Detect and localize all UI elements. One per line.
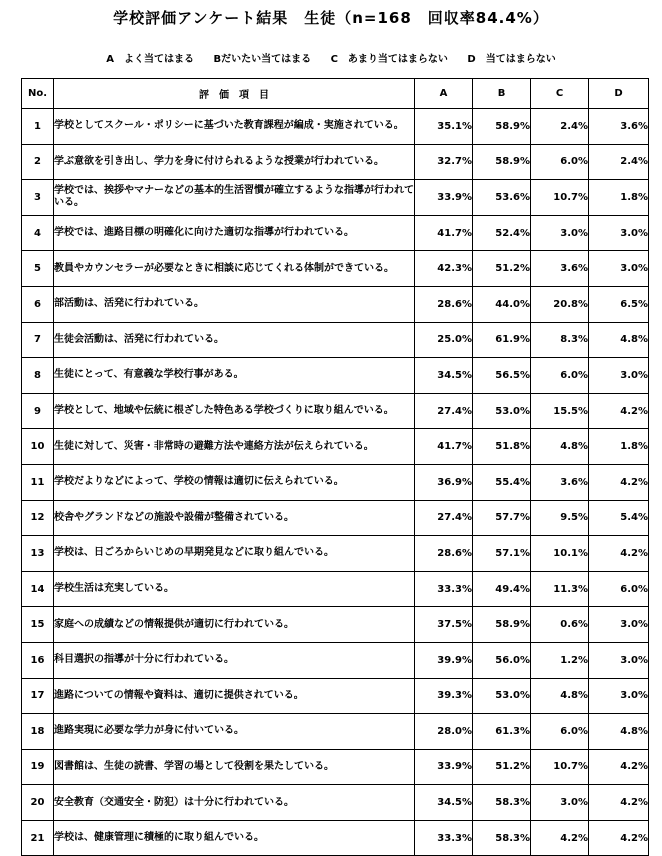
value-a: 39.9%: [415, 642, 473, 678]
value-b: 56.0%: [473, 642, 531, 678]
header-a: A: [415, 79, 473, 109]
value-b: 57.7%: [473, 500, 531, 536]
row-number: 7: [22, 322, 54, 358]
value-c: 9.5%: [531, 500, 589, 536]
value-b: 55.4%: [473, 464, 531, 500]
legend-c: C あまり当てはまらない: [330, 54, 448, 65]
value-a: 35.1%: [415, 109, 473, 145]
evaluation-item: 学校は、健康管理に積極的に取り組んでいる。: [54, 820, 415, 856]
value-d: 4.2%: [589, 820, 649, 856]
value-d: 3.0%: [589, 642, 649, 678]
table-row: [22, 607, 649, 643]
legend-a: A よく当てはまる: [106, 54, 194, 65]
value-d: 5.4%: [589, 500, 649, 536]
value-c: 2.4%: [531, 109, 589, 145]
table-row: [22, 358, 649, 394]
value-b: 61.3%: [473, 714, 531, 750]
table-row: [22, 393, 649, 429]
value-c: 11.3%: [531, 571, 589, 607]
table-row: [22, 820, 649, 856]
value-c: 10.7%: [531, 180, 589, 216]
value-d: 1.8%: [589, 429, 649, 465]
table-row: [22, 714, 649, 750]
row-number: 11: [22, 464, 54, 500]
value-d: 4.8%: [589, 322, 649, 358]
page-title: 学校評価アンケート結果 生徒（n=168 回収率84.4%）: [113, 9, 549, 27]
evaluation-item: 安全教育（交通安全・防犯）は十分に行われている。: [54, 785, 415, 821]
evaluation-item: 家庭への成績などの情報提供が適切に行われている。: [54, 607, 415, 643]
value-a: 41.7%: [415, 215, 473, 251]
value-a: 28.6%: [415, 286, 473, 322]
value-b: 57.1%: [473, 536, 531, 572]
value-b: 58.9%: [473, 607, 531, 643]
value-b: 58.3%: [473, 820, 531, 856]
row-number: 5: [22, 251, 54, 287]
value-c: 1.2%: [531, 642, 589, 678]
value-a: 28.0%: [415, 714, 473, 750]
row-number: 20: [22, 785, 54, 821]
row-number: 14: [22, 571, 54, 607]
value-b: 58.3%: [473, 785, 531, 821]
value-a: 25.0%: [415, 322, 473, 358]
value-d: 4.2%: [589, 464, 649, 500]
row-number: 16: [22, 642, 54, 678]
legend-b: Bだいたい当てはまる: [213, 54, 312, 65]
value-b: 51.8%: [473, 429, 531, 465]
answer-legend: [0, 50, 662, 65]
table-row: [22, 678, 649, 714]
table-row: [22, 215, 649, 251]
header-b: B: [473, 79, 531, 109]
header-no: No.: [22, 79, 54, 109]
row-number: 9: [22, 393, 54, 429]
results-table: [21, 78, 649, 856]
row-number: 18: [22, 714, 54, 750]
evaluation-item: 校舎やグランドなどの施設や設備が整備されている。: [54, 500, 415, 536]
value-a: 34.5%: [415, 785, 473, 821]
row-number: 19: [22, 749, 54, 785]
evaluation-item: 進路実現に必要な学力が身に付いている。: [54, 714, 415, 750]
row-number: 12: [22, 500, 54, 536]
value-d: 3.6%: [589, 109, 649, 145]
row-number: 21: [22, 820, 54, 856]
value-d: 6.0%: [589, 571, 649, 607]
value-a: 32.7%: [415, 144, 473, 180]
value-d: 2.4%: [589, 144, 649, 180]
value-c: 10.7%: [531, 749, 589, 785]
value-c: 3.6%: [531, 251, 589, 287]
value-c: 6.0%: [531, 358, 589, 394]
row-number: 15: [22, 607, 54, 643]
value-c: 3.6%: [531, 464, 589, 500]
row-number: 1: [22, 109, 54, 145]
evaluation-item: 学校として、地域や伝統に根ざした特色ある学校づくりに取り組んでいる。: [54, 393, 415, 429]
row-number: 13: [22, 536, 54, 572]
value-c: 6.0%: [531, 714, 589, 750]
value-d: 4.2%: [589, 749, 649, 785]
value-d: 4.2%: [589, 536, 649, 572]
value-d: 4.2%: [589, 393, 649, 429]
value-b: 53.6%: [473, 180, 531, 216]
table-row: [22, 109, 649, 145]
value-d: 3.0%: [589, 358, 649, 394]
header-d: D: [589, 79, 649, 109]
row-number: 2: [22, 144, 54, 180]
value-c: 15.5%: [531, 393, 589, 429]
value-a: 33.9%: [415, 180, 473, 216]
value-d: 4.8%: [589, 714, 649, 750]
value-c: 3.0%: [531, 215, 589, 251]
value-b: 61.9%: [473, 322, 531, 358]
value-b: 51.2%: [473, 251, 531, 287]
evaluation-item: 科目選択の指導が十分に行われている。: [54, 642, 415, 678]
value-a: 34.5%: [415, 358, 473, 394]
value-d: 4.2%: [589, 785, 649, 821]
value-c: 3.0%: [531, 785, 589, 821]
row-number: 10: [22, 429, 54, 465]
value-c: 4.8%: [531, 429, 589, 465]
table-header-row: [22, 79, 649, 109]
legend-d: D 当てはまらない: [467, 54, 556, 65]
row-number: 8: [22, 358, 54, 394]
row-number: 3: [22, 180, 54, 216]
header-c: C: [531, 79, 589, 109]
row-number: 17: [22, 678, 54, 714]
row-number: 6: [22, 286, 54, 322]
value-b: 52.4%: [473, 215, 531, 251]
evaluation-item: 生徒に対して、災害・非常時の避難方法や連絡方法が伝えられている。: [54, 429, 415, 465]
evaluation-item: 学校だよりなどによって、学校の情報は適切に伝えられている。: [54, 464, 415, 500]
header-item: 評 価 項 目: [54, 79, 415, 109]
value-a: 42.3%: [415, 251, 473, 287]
table-row: [22, 642, 649, 678]
value-b: 51.2%: [473, 749, 531, 785]
value-d: 3.0%: [589, 607, 649, 643]
value-a: 39.3%: [415, 678, 473, 714]
value-b: 53.0%: [473, 393, 531, 429]
evaluation-item: 学校としてスクール・ポリシーに基づいた教育課程が編成・実施されている。: [54, 109, 415, 145]
value-a: 27.4%: [415, 393, 473, 429]
value-c: 6.0%: [531, 144, 589, 180]
value-c: 4.2%: [531, 820, 589, 856]
table-row: [22, 251, 649, 287]
table-body: [22, 109, 649, 856]
value-b: 58.9%: [473, 144, 531, 180]
value-b: 49.4%: [473, 571, 531, 607]
table-row: [22, 571, 649, 607]
value-d: 3.0%: [589, 678, 649, 714]
evaluation-item: 進路についての情報や資料は、適切に提供されている。: [54, 678, 415, 714]
value-d: 3.0%: [589, 251, 649, 287]
row-number: 4: [22, 215, 54, 251]
evaluation-item: 生徒会活動は、活発に行われている。: [54, 322, 415, 358]
value-d: 3.0%: [589, 215, 649, 251]
table-row: [22, 785, 649, 821]
evaluation-item: 学校では、挨拶やマナーなどの基本的生活習慣が確立するような指導が行われている。: [54, 180, 415, 216]
table-row: [22, 536, 649, 572]
value-c: 10.1%: [531, 536, 589, 572]
value-a: 27.4%: [415, 500, 473, 536]
table-row: [22, 286, 649, 322]
value-c: 4.8%: [531, 678, 589, 714]
value-a: 33.3%: [415, 571, 473, 607]
table-row: [22, 500, 649, 536]
evaluation-item: 図書館は、生徒の読書、学習の場として役割を果たしている。: [54, 749, 415, 785]
value-d: 6.5%: [589, 286, 649, 322]
value-a: 33.9%: [415, 749, 473, 785]
value-c: 0.6%: [531, 607, 589, 643]
value-a: 37.5%: [415, 607, 473, 643]
value-c: 20.8%: [531, 286, 589, 322]
evaluation-item: 生徒にとって、有意義な学校行事がある。: [54, 358, 415, 394]
evaluation-item: 学校生活は充実している。: [54, 571, 415, 607]
value-b: 53.0%: [473, 678, 531, 714]
value-a: 41.7%: [415, 429, 473, 465]
value-b: 58.9%: [473, 109, 531, 145]
value-d: 1.8%: [589, 180, 649, 216]
table-row: [22, 322, 649, 358]
value-b: 44.0%: [473, 286, 531, 322]
value-b: 56.5%: [473, 358, 531, 394]
value-c: 8.3%: [531, 322, 589, 358]
value-a: 36.9%: [415, 464, 473, 500]
value-a: 28.6%: [415, 536, 473, 572]
evaluation-item: 学校は、日ごろからいじめの早期発見などに取り組んでいる。: [54, 536, 415, 572]
evaluation-item: 学ぶ意欲を引き出し、学力を身に付けられるような授業が行われている。: [54, 144, 415, 180]
evaluation-item: 学校では、進路目標の明確化に向けた適切な指導が行われている。: [54, 215, 415, 251]
table-row: [22, 180, 649, 216]
table-row: [22, 429, 649, 465]
table-row: [22, 464, 649, 500]
evaluation-item: 部活動は、活発に行われている。: [54, 286, 415, 322]
value-a: 33.3%: [415, 820, 473, 856]
evaluation-item: 教員やカウンセラーが必要なときに相談に応じてくれる体制ができている。: [54, 251, 415, 287]
table-row: [22, 749, 649, 785]
table-row: [22, 144, 649, 180]
